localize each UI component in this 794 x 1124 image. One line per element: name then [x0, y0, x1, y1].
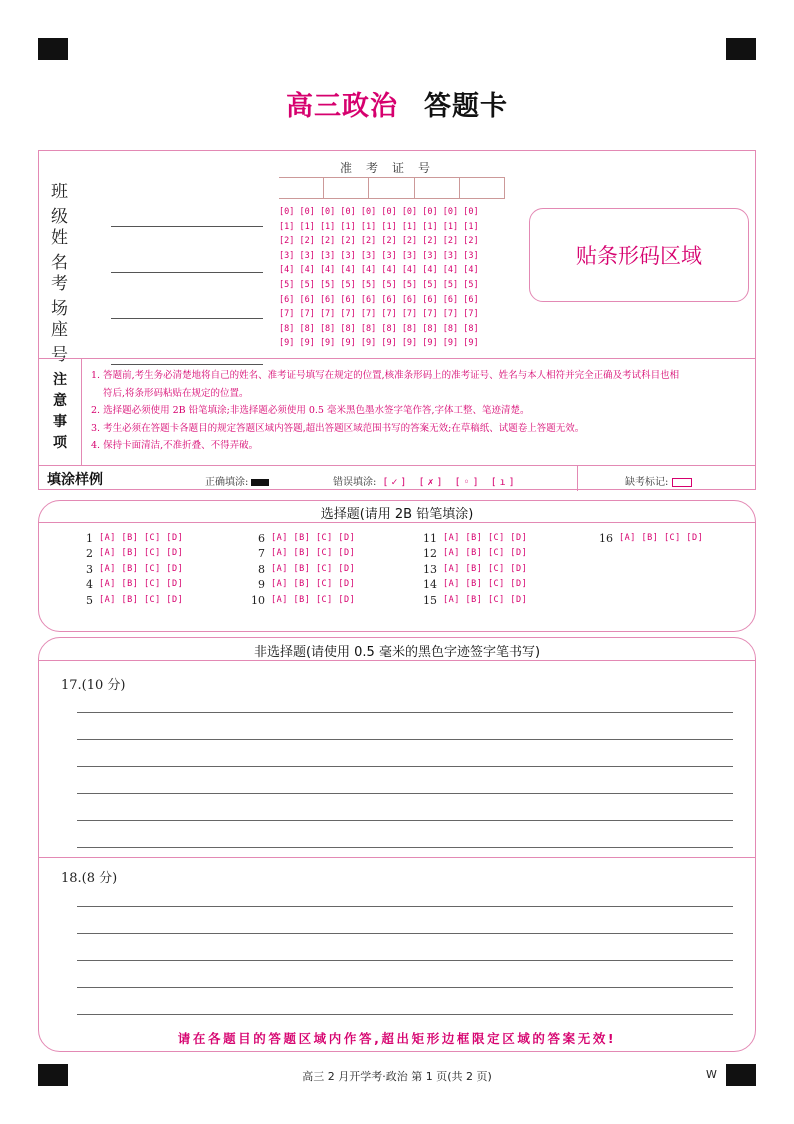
choice-question-row[interactable]	[243, 562, 355, 577]
answer-options[interactable]: [A] [B] [C] [D]	[619, 533, 704, 543]
exam-number-header: 准考证号	[339, 161, 444, 175]
choice-question-row[interactable]	[243, 593, 355, 608]
absent-checkbox[interactable]	[672, 478, 692, 487]
bubble-row[interactable]: [1] [1] [1] [1] [1] [1] [1] [1] [1] [1]	[279, 221, 479, 232]
wrong-marks-icon: [✓] [✗] [◦] [ı]	[382, 477, 518, 488]
exam-number-grid[interactable]	[279, 159, 505, 351]
answer-options[interactable]: [A] [B] [C] [D]	[443, 594, 528, 605]
answer-options[interactable]: [A] [B] [C] [D]	[271, 594, 356, 605]
question-number: 5	[86, 593, 93, 607]
choice-question-row[interactable]	[415, 577, 527, 592]
choice-section	[38, 500, 756, 632]
answer-options[interactable]: [A] [B] [C] [D]	[99, 533, 184, 543]
bubble-row[interactable]: [2] [2] [2] [2] [2] [2] [2] [2] [2] [2]	[279, 236, 479, 247]
page-footer: 高三 2 月开学考·政治 第 1 页(共 2 页)	[302, 1070, 492, 1083]
notes-title: 注 意 事 项	[39, 359, 82, 465]
choice-question-row[interactable]	[415, 546, 527, 561]
fill-sample-row	[39, 465, 755, 491]
note-item: 3. 考生必须在答题卡各题目的规定答题区域内答题,超出答题区域范围书写的答案无效;在草稿纸、试题卷上答题无效。	[91, 422, 585, 434]
question-column	[71, 531, 183, 608]
choice-question-row[interactable]	[591, 531, 703, 546]
question-column	[591, 531, 703, 546]
question-number: 15	[423, 593, 437, 607]
exam-room-field[interactable]: 考场	[51, 269, 263, 319]
nonchoice-section	[38, 637, 756, 1052]
footer-code: W	[706, 1068, 717, 1081]
answer-options[interactable]: [A] [B] [C] [D]	[443, 563, 528, 574]
choice-question-row[interactable]	[243, 577, 355, 592]
choice-section-title: 选择题(请用 2B 铅笔填涂)	[320, 507, 474, 522]
question-number: 3	[86, 562, 93, 576]
exam-number-boxes[interactable]	[279, 177, 505, 199]
warning-text: 请在各题目的答题区域内作答,超出矩形边框限定区域的答案无效!	[177, 1031, 617, 1046]
bubble-row[interactable]: [5] [5] [5] [5] [5] [5] [5] [5] [5] [5]	[279, 279, 479, 290]
answer-options[interactable]: [A] [B] [C] [D]	[443, 579, 528, 590]
page-title	[0, 84, 794, 123]
question-number: 7	[258, 547, 265, 561]
note-item: 1. 答题前,考生务必清楚地将自己的姓名、准考证号填写在规定的位置,核准条形码上的准考证号、姓名与本人相符并完全正确及考试科目也相	[91, 370, 680, 381]
question-number: 13	[423, 562, 437, 576]
question-number: 10	[251, 593, 265, 607]
question-number: 11	[423, 532, 437, 545]
choice-question-row[interactable]	[415, 562, 527, 577]
question-number: 9	[258, 578, 265, 592]
question-column	[415, 531, 527, 608]
choice-question-row[interactable]	[71, 546, 183, 561]
wrong-fill-sample: 错误填涂: [✓] [✗] [◦] [ı]	[333, 477, 518, 488]
question-17-label: 17.(10 分)	[61, 678, 126, 693]
exam-number-bubbles[interactable]	[279, 205, 505, 351]
bubble-row[interactable]: [7] [7] [7] [7] [7] [7] [7] [7] [7] [7]	[279, 309, 479, 320]
question-18-label: 18.(8 分)	[61, 871, 118, 886]
notes-list	[91, 367, 751, 455]
question-number: 4	[86, 578, 93, 592]
subject-title: 高三政治	[286, 91, 398, 122]
choice-question-row[interactable]	[243, 531, 355, 546]
question-number: 2	[86, 547, 93, 561]
divider	[39, 522, 755, 523]
class-field[interactable]: 班级	[51, 177, 263, 227]
question-number: 1	[86, 532, 93, 545]
answer-options[interactable]: [A] [B] [C] [D]	[271, 579, 356, 590]
fill-sample-label: 填涂样例	[47, 472, 103, 488]
choice-question-row[interactable]	[71, 593, 183, 608]
answer-options[interactable]: [A] [B] [C] [D]	[99, 548, 184, 559]
correct-fill-sample: 正确填涂:	[205, 473, 269, 488]
divider	[577, 465, 578, 491]
filled-mark-icon	[251, 479, 269, 486]
absent-mark[interactable]: 缺考标记:	[625, 473, 692, 488]
question-number: 16	[599, 532, 613, 545]
choice-question-row[interactable]	[415, 593, 527, 608]
choice-question-row[interactable]	[71, 562, 183, 577]
corner-mark-top-left	[38, 38, 68, 60]
divider	[39, 857, 755, 858]
question-number: 12	[423, 547, 437, 561]
card-title: 答题卡	[424, 91, 508, 122]
bubble-row[interactable]: [3] [3] [3] [3] [3] [3] [3] [3] [3] [3]	[279, 250, 479, 261]
name-field[interactable]: 姓名	[51, 223, 263, 273]
question-number: 14	[423, 578, 437, 592]
nonchoice-section-title: 非选择题(请使用 0.5 毫米的黑色字迹签字笔书写)	[253, 645, 541, 660]
bubble-row[interactable]: [0] [0] [0] [0] [0] [0] [0] [0] [0] [0]	[279, 207, 479, 217]
answer-options[interactable]: [A] [B] [C] [D]	[99, 579, 184, 590]
choice-question-row[interactable]	[243, 546, 355, 561]
question-number: 6	[258, 532, 265, 545]
bubble-row[interactable]: [8] [8] [8] [8] [8] [8] [8] [8] [8] [8]	[279, 323, 479, 334]
corner-mark-top-right	[726, 38, 756, 60]
seat-number-field[interactable]: 座号	[51, 315, 263, 365]
barcode-area: 贴条形码区域	[529, 208, 749, 302]
question-column	[243, 531, 355, 608]
divider	[39, 660, 755, 661]
answer-options[interactable]: [A] [B] [C] [D]	[443, 533, 528, 543]
note-item: 4. 保持卡面清洁,不准折叠、不得弄破。	[91, 440, 259, 451]
info-box	[38, 150, 756, 490]
bubble-row[interactable]: [4] [4] [4] [4] [4] [4] [4] [4] [4] [4]	[279, 265, 479, 276]
choice-question-row[interactable]	[71, 531, 183, 546]
bubble-row[interactable]: [9] [9] [9] [9] [9] [9] [9] [9] [9] [9]	[279, 338, 479, 349]
answer-options[interactable]: [A] [B] [C] [D]	[99, 594, 184, 605]
answer-options[interactable]: [A] [B] [C] [D]	[271, 548, 356, 559]
note-item: 2. 选择题必须使用 2B 铅笔填涂;非选择题必须使用 0.5 毫米黑色墨水签字笔作答,字体工整、笔迹清楚。	[91, 405, 530, 416]
question-number: 8	[258, 562, 265, 576]
bubble-row[interactable]: [6] [6] [6] [6] [6] [6] [6] [6] [6] [6]	[279, 294, 479, 305]
answer-options[interactable]: [A] [B] [C] [D]	[99, 563, 184, 574]
choice-question-row[interactable]	[71, 577, 183, 592]
choice-question-row[interactable]	[415, 531, 527, 546]
divider	[39, 358, 755, 359]
note-item: 符后,将条形码粘贴在规定的位置。	[103, 387, 249, 399]
answer-options[interactable]: [A] [B] [C] [D]	[271, 563, 356, 574]
answer-options[interactable]: [A] [B] [C] [D]	[271, 533, 356, 543]
answer-options[interactable]: [A] [B] [C] [D]	[443, 548, 528, 559]
